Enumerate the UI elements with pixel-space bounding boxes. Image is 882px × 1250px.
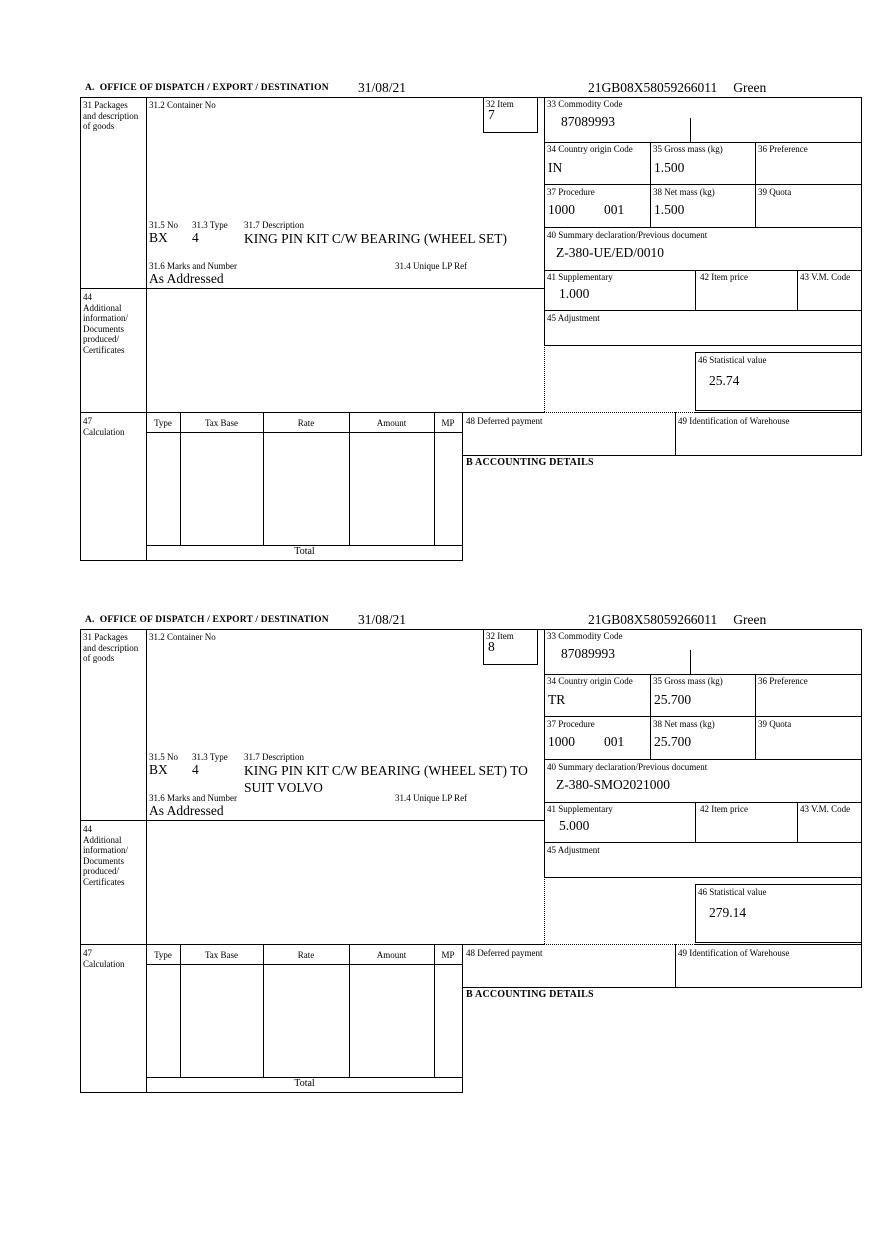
grid-line — [544, 674, 862, 675]
grid-line — [146, 97, 147, 560]
box45-adjustment-label: 45 Adjustment — [547, 313, 600, 323]
box33-commodity-code-label: 33 Commodity Code — [547, 631, 623, 641]
box41-supplementary-label: 41 Supplementary — [547, 804, 613, 814]
package-count-value: 4 — [192, 762, 199, 777]
grid-line — [544, 184, 862, 185]
box42-item-price-label: 42 Item price — [700, 804, 748, 814]
box38-net-mass-label: 38 Net mass (kg) — [653, 719, 715, 729]
box313-type-label: 31.3 Type — [192, 220, 228, 230]
box36-preference-label: 36 Preference — [758, 144, 808, 154]
tax-mp-header: MP — [441, 418, 455, 428]
commodity-code-value: 87089993 — [561, 114, 615, 129]
box35-gross-mass-label: 35 Gross mass (kg) — [653, 676, 723, 686]
statistical-value: 25.74 — [709, 373, 740, 388]
grid-line — [80, 97, 81, 560]
grid-line — [462, 944, 463, 1092]
box312-container-no-label: 31.2 Container No — [149, 632, 216, 642]
net-mass-value: 1.500 — [654, 202, 685, 217]
grid-line — [544, 759, 862, 760]
grid-line — [80, 1092, 463, 1093]
box32-item-label: 32 Item — [486, 99, 514, 109]
box47-calculation-label: 47 Calculation — [83, 948, 125, 969]
package-kind-value: BX — [149, 230, 168, 245]
box44-additional-info-label: 44 Additional information/ Documents produced/ Certificates — [83, 292, 128, 355]
tax-type-header: Type — [154, 950, 172, 960]
office-of-dispatch-label: A. OFFICE OF DISPATCH / EXPORT / DESTINATION — [85, 615, 329, 625]
box40-summary-declaration-label: 40 Summary declaration/Previous document — [547, 762, 708, 772]
grid-line — [544, 310, 862, 311]
grid-line — [690, 118, 691, 142]
grid-line — [80, 629, 81, 1092]
grid-line — [483, 664, 538, 665]
package-kind-value: BX — [149, 762, 168, 777]
box31-packages-label: 31 Packages and description of goods — [83, 100, 139, 131]
total-label: Total — [294, 1078, 315, 1089]
tax-amount-header: Amount — [376, 418, 407, 428]
tax-amount-header: Amount — [376, 950, 407, 960]
declaration-reference — [588, 80, 766, 96]
box316-marks-label: 31.6 Marks and Number — [149, 261, 237, 271]
customs-item-block-1 — [80, 80, 862, 562]
box46-statistical-value-label: 46 Statistical value — [698, 355, 767, 365]
box314-unique-lp-ref-label: 31.4 Unique LP Ref — [395, 261, 468, 271]
accounting-details-label: B ACCOUNTING DETAILS — [466, 989, 594, 1000]
grid-line — [544, 97, 545, 345]
box47-calculation-label: 47 Calculation — [83, 416, 125, 437]
grid-line — [544, 842, 862, 843]
tax-base-header: Tax Base — [204, 418, 239, 428]
grid-line — [695, 270, 696, 310]
grid-line — [797, 802, 798, 842]
grid-line — [861, 97, 862, 455]
box43-vm-code-label: 43 V.M. Code — [800, 804, 851, 814]
box45-adjustment-label: 45 Adjustment — [547, 845, 600, 855]
goods-description-value: KING PIN KIT C/W BEARING (WHEEL SET) — [244, 231, 507, 246]
previous-document-value: Z-380-SMO2021000 — [556, 777, 670, 792]
routing-status: Green — [733, 80, 767, 95]
grid-line — [462, 987, 862, 988]
grid-line — [544, 142, 862, 143]
procedure-code-value: 1000 — [548, 202, 575, 217]
box40-summary-declaration-label: 40 Summary declaration/Previous document — [547, 230, 708, 240]
office-of-dispatch-label: A. OFFICE OF DISPATCH / EXPORT / DESTINATION — [85, 83, 329, 93]
grid-line — [544, 345, 862, 346]
grid-line — [80, 97, 862, 98]
box312-container-no-label: 31.2 Container No — [149, 100, 216, 110]
grid-line — [695, 802, 696, 842]
box315-no-label: 31.5 No — [149, 752, 178, 762]
gross-mass-value: 25.700 — [654, 692, 692, 707]
grid-line — [80, 629, 862, 630]
box48-deferred-payment-label: 48 Deferred payment — [466, 416, 543, 426]
box31-packages-label: 31 Packages and description of goods — [83, 632, 139, 663]
reference-number: 21GB08X58059266011 — [588, 612, 718, 627]
box314-unique-lp-ref-label: 31.4 Unique LP Ref — [395, 793, 468, 803]
grid-line — [544, 716, 862, 717]
box313-type-label: 31.3 Type — [192, 752, 228, 762]
procedure-code2-value: 001 — [604, 734, 625, 749]
box46-statistical-value-label: 46 Statistical value — [698, 887, 767, 897]
grid-line — [80, 944, 545, 945]
box34-country-origin-label: 34 Country origin Code — [547, 676, 633, 686]
grid-line — [544, 802, 862, 803]
grid-line — [695, 352, 862, 353]
procedure-code-value: 1000 — [548, 734, 575, 749]
box317-description-label: 31.7 Description — [244, 752, 304, 762]
grid-line — [675, 944, 676, 987]
reference-number: 21GB08X58059266011 — [588, 80, 718, 95]
marks-value: As Addressed — [149, 271, 224, 286]
marks-value: As Addressed — [149, 803, 224, 818]
grid-line — [537, 97, 538, 132]
country-origin-value: IN — [548, 160, 563, 175]
total-label: Total — [294, 546, 315, 557]
grid-line — [544, 944, 695, 945]
box49-warehouse-label: 49 Identification of Warehouse — [678, 948, 790, 958]
box38-net-mass-label: 38 Net mass (kg) — [653, 187, 715, 197]
goods-description-value: KING PIN KIT C/W BEARING (WHEEL SET) TO SUIT VOLVO — [244, 763, 528, 795]
grid-line — [146, 964, 463, 965]
net-mass-value: 25.700 — [654, 734, 692, 749]
supplementary-units-value: 5.000 — [559, 818, 590, 833]
commodity-code-value: 87089993 — [561, 646, 615, 661]
box316-marks-label: 31.6 Marks and Number — [149, 793, 237, 803]
grid-line — [695, 352, 696, 410]
box35-gross-mass-label: 35 Gross mass (kg) — [653, 144, 723, 154]
grid-line — [544, 877, 862, 878]
box33-commodity-code-label: 33 Commodity Code — [547, 99, 623, 109]
declaration-reference — [588, 612, 766, 628]
box34-country-origin-label: 34 Country origin Code — [547, 144, 633, 154]
box44-additional-info-label: 44 Additional information/ Documents produced/ Certificates — [83, 824, 128, 887]
supplementary-units-value: 1.000 — [559, 286, 590, 301]
box42-item-price-label: 42 Item price — [700, 272, 748, 282]
grid-line — [483, 97, 484, 132]
tax-mp-header: MP — [441, 950, 455, 960]
grid-line — [695, 942, 862, 943]
accounting-details-label: B ACCOUNTING DETAILS — [466, 457, 594, 468]
tax-rate-header: Rate — [297, 418, 315, 428]
grid-line — [695, 944, 862, 945]
box39-quota-label: 39 Quota — [758, 187, 792, 197]
grid-line — [544, 877, 545, 944]
grid-line — [80, 560, 463, 561]
box36-preference-label: 36 Preference — [758, 676, 808, 686]
grid-line — [695, 884, 862, 885]
box317-description-label: 31.7 Description — [244, 220, 304, 230]
grid-line — [462, 412, 463, 560]
grid-line — [797, 270, 798, 310]
box43-vm-code-label: 43 V.M. Code — [800, 272, 851, 282]
grid-line — [146, 432, 463, 433]
grid-line — [695, 410, 862, 411]
box315-no-label: 31.5 No — [149, 220, 178, 230]
grid-line — [695, 412, 862, 413]
grid-line — [462, 455, 862, 456]
date-value: 31/08/21 — [358, 80, 407, 95]
grid-line — [695, 884, 696, 942]
box32-item-label: 32 Item — [486, 631, 514, 641]
box37-procedure-label: 37 Procedure — [547, 719, 595, 729]
tax-rate-header: Rate — [297, 950, 315, 960]
customs-item-block-2 — [80, 612, 862, 1094]
grid-line — [675, 412, 676, 455]
statistical-value: 279.14 — [709, 905, 747, 920]
grid-line — [544, 629, 545, 877]
grid-line — [544, 270, 862, 271]
date-value: 31/08/21 — [358, 612, 407, 627]
gross-mass-value: 1.500 — [654, 160, 685, 175]
box48-deferred-payment-label: 48 Deferred payment — [466, 948, 543, 958]
grid-line — [544, 412, 695, 413]
grid-line — [690, 650, 691, 674]
routing-status: Green — [733, 612, 767, 627]
grid-line — [861, 629, 862, 987]
grid-line — [80, 412, 545, 413]
country-origin-value: TR — [548, 692, 566, 707]
tax-type-header: Type — [154, 418, 172, 428]
box37-procedure-label: 37 Procedure — [547, 187, 595, 197]
item-number-value: 8 — [488, 639, 495, 654]
tax-base-header: Tax Base — [204, 950, 239, 960]
grid-line — [537, 629, 538, 664]
box49-warehouse-label: 49 Identification of Warehouse — [678, 416, 790, 426]
grid-line — [80, 288, 545, 289]
grid-line — [80, 820, 545, 821]
package-count-value: 4 — [192, 230, 199, 245]
box41-supplementary-label: 41 Supplementary — [547, 272, 613, 282]
grid-line — [146, 629, 147, 1092]
grid-line — [544, 345, 545, 412]
grid-line — [483, 132, 538, 133]
previous-document-value: Z-380-UE/ED/0010 — [556, 245, 664, 260]
item-number-value: 7 — [488, 107, 495, 122]
procedure-code2-value: 001 — [604, 202, 625, 217]
box39-quota-label: 39 Quota — [758, 719, 792, 729]
grid-line — [544, 227, 862, 228]
grid-line — [483, 629, 484, 664]
